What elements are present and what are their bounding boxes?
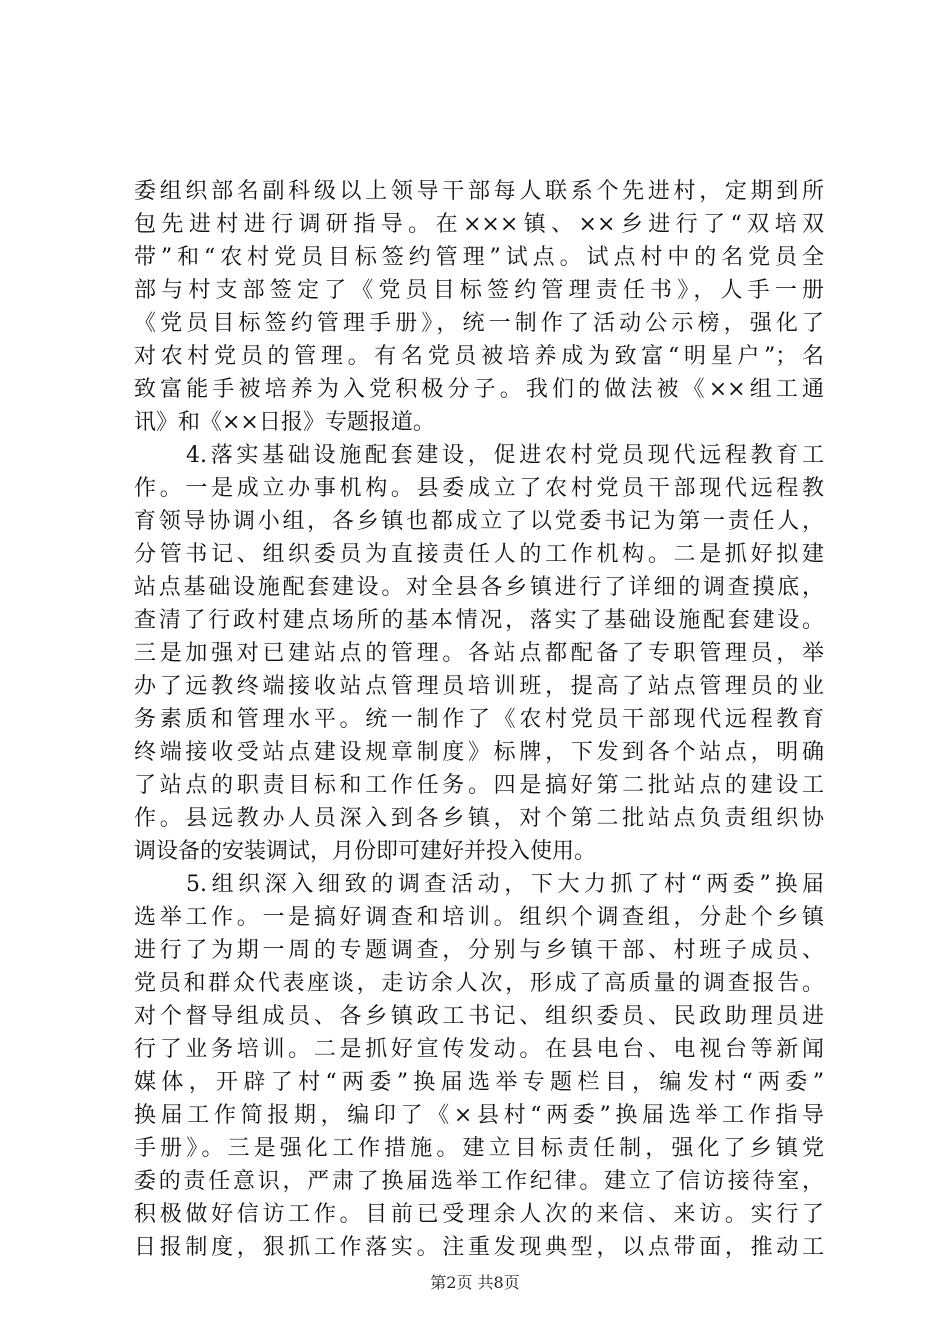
text-line: 育领导协调小组，各乡镇也都成立了以党委书记为第一责任人， — [134, 509, 824, 534]
text-line: 站点基础设施配套建设。对全县各乡镇进行了详细的调查摸底， — [134, 575, 824, 600]
text-line: 《党员目标签约管理手册》，统一制作了活动公示榜，强化了 — [134, 311, 824, 336]
text-line: 三是加强对已建站点的管理。各站点都配备了专职管理员，举 — [134, 641, 824, 666]
text-line: 作。县远教办人员深入到各乡镇，对个第二批站点负责组织协 — [134, 806, 824, 831]
text-line: 对农村党员的管理。有名党员被培养成为致富“明星户”；名 — [134, 344, 824, 369]
text-line: 换届工作简报期，编印了《×县村“两委”换届选举工作指导 — [134, 1103, 824, 1128]
page-footer: 第2页 共8页 — [430, 1273, 520, 1292]
text-line: 手册》。三是强化工作措施。建立目标责任制，强化了乡镇党 — [134, 1136, 824, 1161]
text-line: 务素质和管理水平。统一制作了《农村党员干部现代远程教育 — [134, 707, 824, 732]
text-line: 作。一是成立办事机构。县委成立了农村党员干部现代远程教 — [134, 476, 824, 501]
text-line: 进行了为期一周的专题调查，分别与乡镇干部、村班子成员、 — [134, 938, 824, 963]
text-line: 委的责任意识，严肃了换届选举工作纪律。建立了信访接待室， — [134, 1169, 824, 1194]
paragraph-4-start: 4.落实基础设施配套建设，促进农村党员现代远程教育工 — [186, 443, 824, 468]
text-line: 终端接收受站点建设规章制度》标牌，下发到各个站点，明确 — [134, 740, 824, 765]
text-line: 日报制度，狠抓工作落实。注重发现典型，以点带面，推动工 — [134, 1235, 824, 1260]
text-line: 积极做好信访工作。目前已受理余人次的来信、来访。实行了 — [134, 1202, 824, 1227]
paragraph-5-start: 5.组织深入细致的调查活动，下大力抓了村“两委”换届 — [186, 872, 824, 897]
text-line: 行了业务培训。二是抓好宣传发动。在县电台、电视台等新闻 — [134, 1037, 824, 1062]
text-line: 查清了行政村建点场所的基本情况，落实了基础设施配套建设。 — [134, 608, 824, 633]
text-line: 致富能手被培养为入党积极分子。我们的做法被《××组工通 — [134, 377, 824, 402]
text-line: 部与村支部签定了《党员目标签约管理责任书》，人手一册 — [134, 278, 824, 303]
text-line: 分管书记、组织委员为直接责任人的工作机构。二是抓好拟建 — [134, 542, 824, 567]
text-line: 办了远教终端接收站点管理员培训班，提高了站点管理员的业 — [134, 674, 824, 699]
text-line: 带”和“农村党员目标签约管理”试点。试点村中的名党员全 — [134, 245, 824, 270]
text-line: 了站点的职责目标和工作任务。四是搞好第二批站点的建设工 — [134, 773, 824, 798]
text-line: 委组织部名副科级以上领导干部每人联系个先进村，定期到所 — [134, 179, 824, 204]
text-line: 调设备的安装调试，月份即可建好并投入使用。 — [134, 839, 597, 864]
text-line: 党员和群众代表座谈，走访余人次，形成了高质量的调查报告。 — [134, 971, 824, 996]
text-line: 包先进村进行调研指导。在×××镇、××乡进行了“双培双 — [134, 212, 824, 237]
text-line: 媒体，开辟了村“两委”换届选举专题栏目，编发村“两委” — [134, 1070, 824, 1095]
text-line: 讯》和《××日报》专题报道。 — [134, 410, 435, 435]
text-line: 选举工作。一是搞好调查和培训。组织个调查组，分赴个乡镇 — [134, 905, 824, 930]
text-line: 对个督导组成员、各乡镇政工书记、组织委员、民政助理员进 — [134, 1004, 824, 1029]
